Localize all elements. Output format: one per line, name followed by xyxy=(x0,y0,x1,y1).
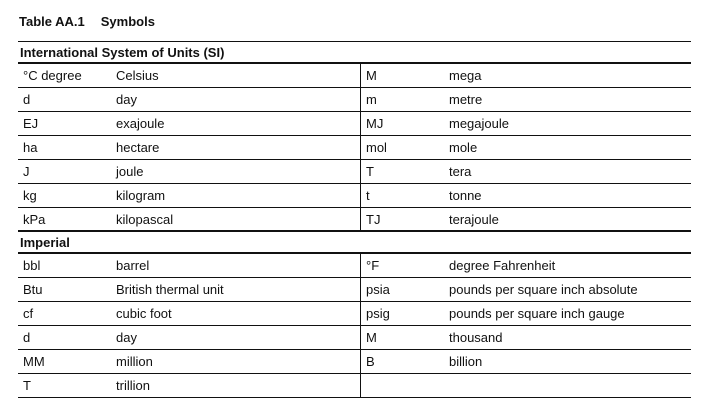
symbol-cell: M xyxy=(366,330,377,345)
table-row xyxy=(18,374,691,398)
table-row xyxy=(18,302,691,326)
definition-cell: cubic foot xyxy=(111,302,361,325)
table-title: Symbols xyxy=(100,14,155,29)
table-row xyxy=(18,112,691,136)
symbol-cell: kPa xyxy=(23,212,46,227)
definition-cell: kilogram xyxy=(111,184,361,207)
symbol-cell: MJ xyxy=(366,116,384,131)
table-row xyxy=(18,88,691,112)
definition-cell: terajoule xyxy=(449,212,499,227)
symbol-cell: bbl xyxy=(23,258,41,273)
definition-cell: pounds per square inch gauge xyxy=(449,306,625,321)
definition-cell: kilopascal xyxy=(111,208,361,230)
symbol-cell: EJ xyxy=(23,116,39,131)
table-row xyxy=(18,208,691,232)
table-row xyxy=(18,254,691,278)
definition-cell: metre xyxy=(449,92,483,107)
symbol-cell: kg xyxy=(23,188,37,203)
symbol-cell: TJ xyxy=(366,212,381,227)
symbol-cell: Btu xyxy=(23,282,43,297)
definition-cell: megajoule xyxy=(449,116,509,131)
symbols-table xyxy=(18,41,691,398)
symbol-cell: cf xyxy=(23,306,34,321)
symbol-cell: mol xyxy=(366,140,387,155)
symbol-cell: M xyxy=(366,68,377,83)
symbol-cell: d xyxy=(23,330,31,345)
definition-cell: pounds per square inch absolute xyxy=(449,282,638,297)
definition-cell: mega xyxy=(449,68,482,83)
symbol-cell: J xyxy=(23,164,30,179)
symbol-cell: B xyxy=(366,354,375,369)
definition-cell: day xyxy=(111,326,361,349)
definition-cell: million xyxy=(111,350,361,373)
definition-cell: thousand xyxy=(449,330,503,345)
table-number: Table AA.1 xyxy=(19,14,85,29)
definition-cell xyxy=(445,374,691,397)
table-caption xyxy=(19,14,155,29)
symbol-cell: m xyxy=(366,92,377,107)
table-row xyxy=(18,326,691,350)
definition-cell: Celsius xyxy=(111,64,361,87)
definition-cell: degree Fahrenheit xyxy=(449,258,556,273)
symbol-cell: °C degree xyxy=(23,68,82,83)
definition-cell: trillion xyxy=(111,374,361,397)
table-row xyxy=(18,184,691,208)
table-row xyxy=(18,136,691,160)
table-row xyxy=(18,160,691,184)
definition-cell: hectare xyxy=(111,136,361,159)
symbol-cell: psia xyxy=(366,282,390,297)
section-heading-si: International System of Units (SI) xyxy=(18,42,691,64)
symbol-cell: psig xyxy=(366,306,390,321)
section-heading-imperial: Imperial xyxy=(18,232,691,254)
definition-cell: barrel xyxy=(111,254,361,277)
table-row xyxy=(18,350,691,374)
symbol-cell: T xyxy=(366,164,374,179)
symbol-cell xyxy=(361,374,445,397)
symbol-cell: d xyxy=(23,92,31,107)
definition-cell: tera xyxy=(449,164,472,179)
symbol-cell: ha xyxy=(23,140,38,155)
table-row xyxy=(18,278,691,302)
definition-cell: exajoule xyxy=(111,112,361,135)
definition-cell: mole xyxy=(449,140,478,155)
definition-cell: joule xyxy=(111,160,361,183)
definition-cell: day xyxy=(111,88,361,111)
symbol-cell: t xyxy=(366,188,370,203)
definition-cell: billion xyxy=(449,354,483,369)
definition-cell: tonne xyxy=(449,188,482,203)
symbol-cell: MM xyxy=(23,354,45,369)
table-row xyxy=(18,64,691,88)
definition-cell: British thermal unit xyxy=(111,278,361,301)
symbol-cell: T xyxy=(23,378,31,393)
symbol-cell: °F xyxy=(366,258,380,273)
